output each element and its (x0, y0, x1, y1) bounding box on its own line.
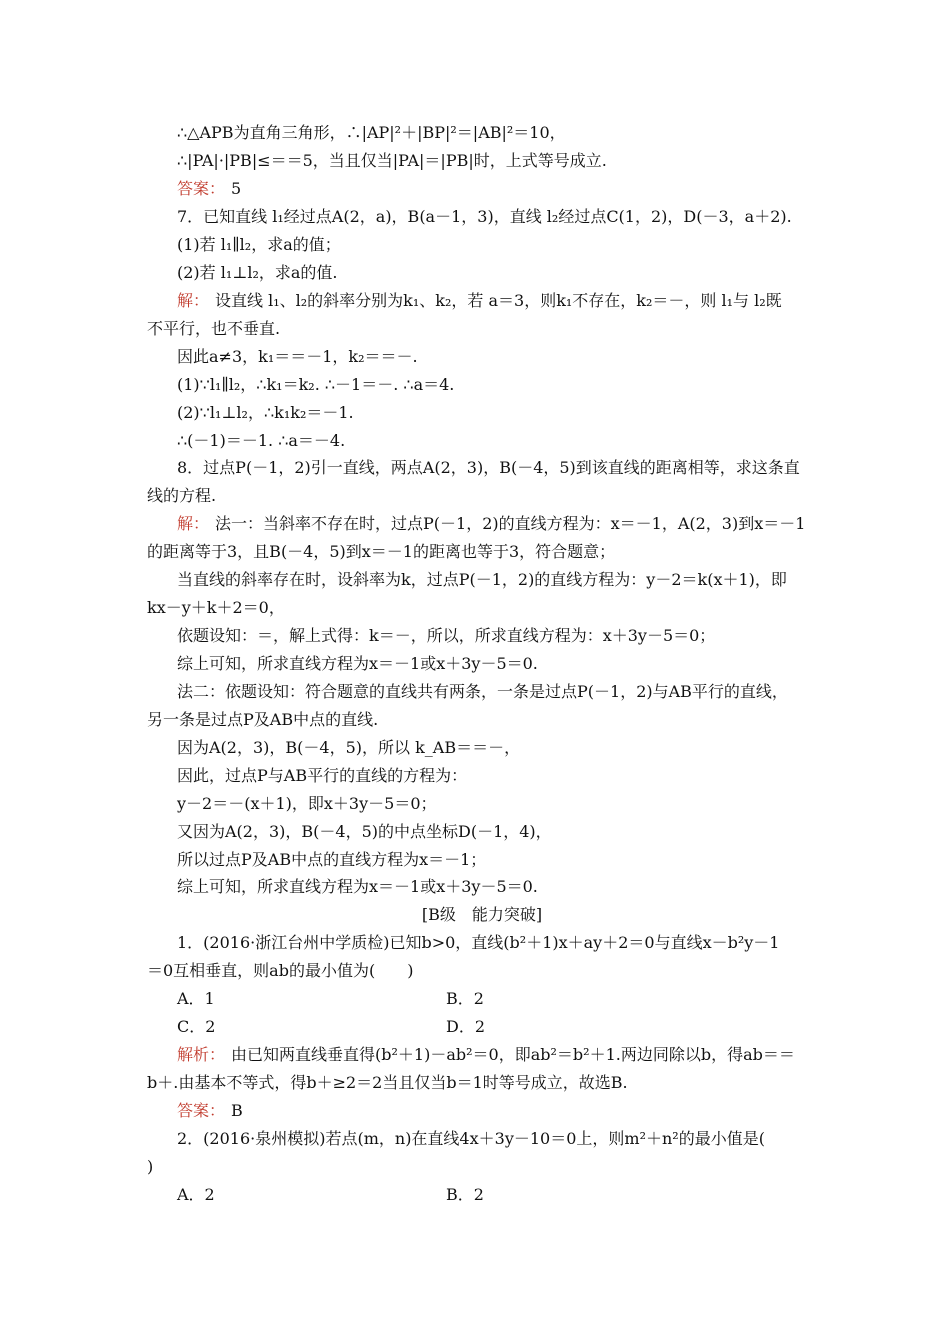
solution-text: 设直线 l₁、l₂的斜率分别为k₁、k₂，若 a＝3，则k₁不存在，k₂＝－，则 l₁与 l₂既 (215, 291, 782, 310)
question-8: 8．过点P(－1，2)引一直线，两点A(2，3)，B(－4，5)到该直线的距离相等，求这条直 (177, 458, 800, 477)
analysis-line (177, 1045, 817, 1067)
text-line: ) (147, 1157, 154, 1176)
text-line: 不平行，也不垂直. (147, 319, 281, 338)
text-line: 所以过点P及AB中点的直线方程为x＝－1； (177, 850, 487, 869)
text-line: 综上可知，所求直线方程为x＝－1或x＋3y－5＝0. (177, 654, 538, 673)
question-b2: 2．(2016·泉州模拟)若点(m，n)在直线4x＋3y－10＝0上，则m²＋n²的最小值是( (177, 1129, 765, 1148)
option-b: B．2 (446, 1185, 484, 1204)
text-line: kx－y＋k＋2＝0， (147, 598, 285, 617)
text-line: 因为A(2，3)，B(－4，5)，所以 k_AB＝＝－， (177, 738, 521, 757)
text-line: ∴|PA|·|PB|≤＝＝5，当且仅当|PA|＝|PB|时，上式等号成立. (177, 151, 607, 170)
text-line: 因此a≠3，k₁＝＝－1，k₂＝＝－. (177, 347, 418, 366)
answer-line (177, 179, 817, 201)
text-line: 的距离等于3，且B(－4，5)到x＝－1的距离也等于3，符合题意； (147, 542, 616, 561)
option-a: A．2 (177, 1185, 215, 1204)
solution-label: 解： (177, 291, 210, 310)
text-line: ∴△APB为直角三角形，∴|AP|²＋|BP|²＝|AB|²＝10， (177, 123, 566, 142)
text-line: 当直线的斜率存在时，设斜率为k，过点P(－1，2)的直线方程为：y－2＝k(x＋1)，即 (177, 570, 787, 589)
question-b1: 1．(2016·浙江台州中学质检)已知b>0，直线(b²＋1)x＋ay＋2＝0与直线x－b²y－1 (177, 933, 780, 952)
analysis-text: 由已知两直线垂直得(b²＋1)－ab²＝0，即ab²＝b²＋1.两边同除以b，得ab＝＝ (231, 1045, 795, 1064)
solution-line (177, 514, 817, 536)
option-a: A．1 (177, 989, 215, 1008)
text-line: (2)∵l₁⊥l₂，∴k₁k₂＝－1. (177, 403, 354, 422)
text-line: 综上可知，所求直线方程为x＝－1或x＋3y－5＝0. (177, 877, 538, 896)
answer-line (177, 1101, 817, 1123)
answer-label: 答案： (177, 179, 226, 198)
solution-text: 法一：当斜率不存在时，过点P(－1，2)的直线方程为：x＝－1，A(2，3)到x＝－1 (215, 514, 806, 533)
option-d: D．2 (446, 1017, 486, 1036)
text-line: (2)若 l₁⊥l₂，求a的值. (177, 263, 338, 282)
text-line: ∴(－1)＝－1. ∴a＝－4. (177, 431, 346, 450)
text-line: 又因为A(2，3)，B(－4，5)的中点坐标D(－1，4)， (177, 822, 552, 841)
option-c: C．2 (177, 1017, 216, 1036)
text-line: 线的方程. (147, 486, 217, 505)
solution-line (177, 291, 817, 313)
answer-value: B (231, 1101, 243, 1120)
text-line: (1)若 l₁∥l₂，求a的值； (177, 235, 341, 254)
text-line: 依题设知：＝，解上式得：k＝－，所以，所求直线方程为：x＋3y－5＝0； (177, 626, 716, 645)
text-line: 法二：依题设知：符合题意的直线共有两条，一条是过点P(－1，2)与AB平行的直线， (177, 682, 788, 701)
text-line: (1)∵l₁∥l₂，∴k₁＝k₂. ∴－1＝－. ∴a＝4. (177, 375, 455, 394)
option-b: B．2 (446, 989, 484, 1008)
answer-value: 5 (231, 179, 242, 198)
text-line: b＋.由基本不等式，得b＋≥2＝2当且仅当b＝1时等号成立，故选B. (147, 1073, 628, 1092)
analysis-label: 解析： (177, 1045, 226, 1064)
question-7: 7．已知直线 l₁经过点A(2，a)，B(a－1，3)，直线 l₂经过点C(1，2)，D(－3，a＋2). (177, 207, 792, 226)
text-line: y－2＝－(x＋1)，即x＋3y－5＝0； (177, 794, 437, 813)
section-title: [B级 能力突破] (421, 905, 543, 924)
answer-label: 答案： (177, 1101, 226, 1120)
solution-label: 解： (177, 514, 210, 533)
text-line: 另一条是过点P及AB中点的直线. (147, 710, 379, 729)
text-line: ＝0互相垂直，则ab的最小值为( ) (147, 961, 414, 980)
text-line: 因此，过点P与AB平行的直线的方程为： (177, 766, 468, 785)
